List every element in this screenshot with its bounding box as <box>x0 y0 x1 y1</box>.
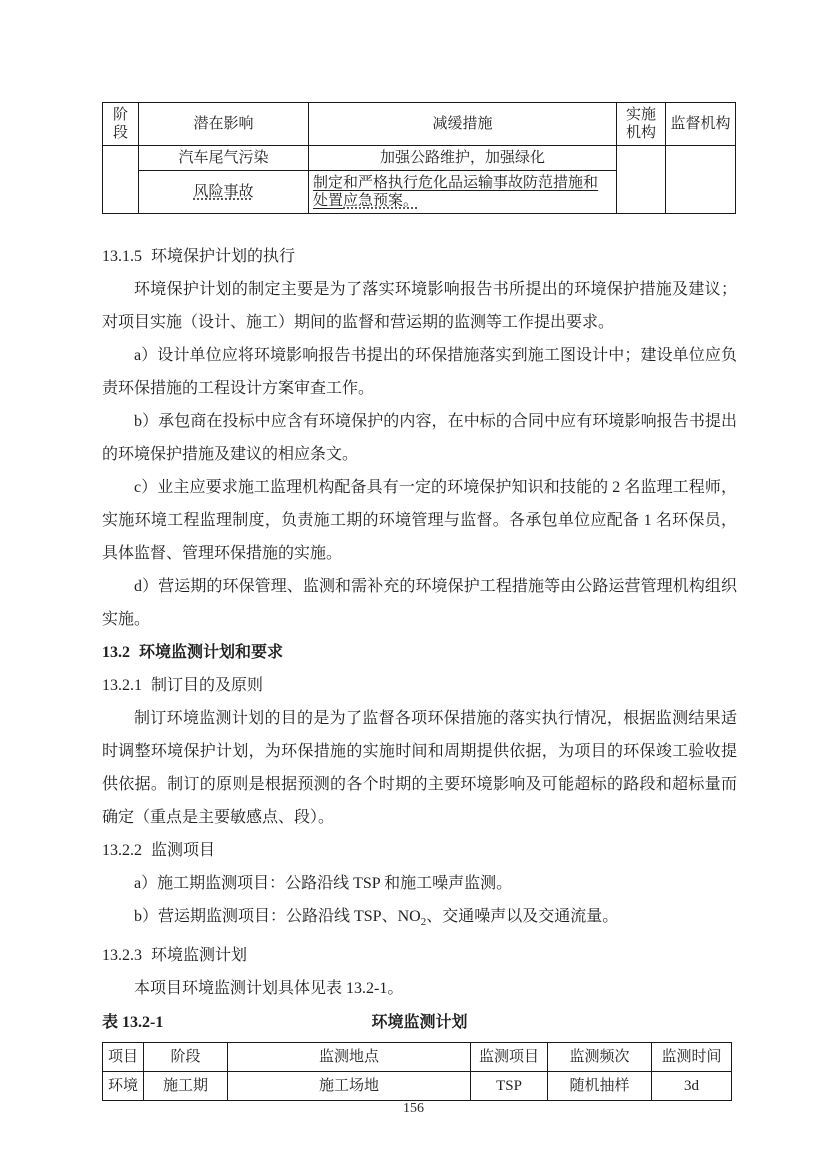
section-number: 13.2.1 <box>102 677 142 694</box>
section-heading-13-2 <box>102 636 737 669</box>
list-item-a2: a）施工期监测项目：公路沿线 TSP 和施工噪声监测。 <box>134 875 513 892</box>
table-row <box>103 1072 732 1101</box>
cell-measure <box>309 171 617 214</box>
header-phase: 阶段 <box>144 1043 228 1072</box>
table-caption <box>102 1008 737 1038</box>
header-supervisor: 监督机构 <box>666 103 736 146</box>
table-caption-title: 环境监测计划 <box>371 1014 468 1032</box>
header-implementer: 实施机构 <box>617 103 666 146</box>
header-measure: 减缓措施 <box>309 103 617 146</box>
cell-location: 施工场地 <box>228 1072 471 1101</box>
measure-text-tail: 应急预案。 <box>343 193 419 209</box>
section-title: 环境监测计划 <box>151 947 248 965</box>
table-caption-label: 表 13.2-1 <box>102 1014 164 1032</box>
header-location: 监测地点 <box>228 1043 471 1072</box>
page-content <box>102 102 737 1101</box>
no2-subscript: 2 <box>420 916 427 929</box>
cell-stage-empty <box>103 146 139 214</box>
section-title: 制订目的及原则 <box>151 677 264 694</box>
header-impact: 潜在影响 <box>139 103 309 146</box>
item-b2-text: b）营运期监测项目：公路沿线 TSP、NO <box>134 908 421 925</box>
paragraph-13-1-5-intro: 环境保护计划的制定主要是为了落实环境影响报告书所提出的环境保护措施及建议；对项目实施（设计、施工）期间的监督和营运期的监测等工作提出要求。 <box>102 281 737 331</box>
measure-text: 制定和严格执行危化品运输事故防范措施和处置 <box>313 175 599 209</box>
header-project: 项目 <box>103 1043 144 1072</box>
cell-phase: 施工期 <box>144 1072 228 1101</box>
section-number: 13.2 <box>102 644 130 661</box>
section-number: 13.2.2 <box>102 842 142 859</box>
top-margin <box>0 0 827 102</box>
section-title: 环境监测计划和要求 <box>139 644 284 661</box>
cell-measure: 加强公路维护，加强绿化 <box>309 146 617 171</box>
list-item-a: a）设计单位应将环境影响报告书提出的环保措施落实到施工图设计中；建设单位应负责环保措施的工程设计方案审查工作。 <box>102 347 737 397</box>
list-item-b2 <box>102 900 737 939</box>
section-title: 监测项目 <box>151 842 216 859</box>
cell-duration: 3d <box>652 1072 732 1101</box>
list-item-c: c）业主应要求施工监理机构配备具有一定的环境保护知识和技能的 2 名监理工程师，实施环境工程监理制度，负责施工期的环境管理与监督。各承包单位应配备 1 名环保员，具体监督、管理环保措施的实施。 <box>102 479 737 562</box>
section-heading-13-2-3 <box>102 939 737 972</box>
cell-implementer-empty <box>617 146 666 214</box>
header-frequency: 监测频次 <box>548 1043 652 1072</box>
header-duration: 监测时间 <box>652 1043 732 1072</box>
page-number: 156 <box>403 1101 424 1116</box>
table-header-row <box>103 103 736 146</box>
cell-frequency: 随机抽样 <box>548 1072 652 1101</box>
list-item-b: b）承包商在投标中应含有环境保护的内容，在中标的合同中应有环境影响报告书提出的环境保护措施及建议的相应条文。 <box>102 413 737 463</box>
paragraph-13-2-3: 本项目环境监测计划具体见表 13.2-1。 <box>134 980 404 998</box>
list-item-d: d）营运期的环保管理、监测和需补充的环境保护工程措施等由公路运营管理机构组织实施。 <box>102 578 737 628</box>
section-number: 13.2.3 <box>102 947 142 965</box>
section-title: 环境保护计划的执行 <box>151 248 296 265</box>
cell-supervisor-empty <box>666 146 736 214</box>
section-heading-13-2-1 <box>102 669 737 702</box>
cell-impact: 汽车尾气污染 <box>139 146 309 171</box>
mitigation-measures-table <box>102 102 736 214</box>
item-b2-text-tail: 、交通噪声以及交通流量。 <box>426 908 619 925</box>
paragraph-13-2-1: 制订环境监测计划的目的是为了监督各项环保措施的落实执行情况，根据监测结果适时调整环境保护计划，为环保措施的实施时间和周期提供依据，为项目的环保竣工验收提供依据。制订的原则是根据预测的各个时期的主要环境影响及可能超标的路段和超标量而确定（重点是主要敏感点、段）。 <box>102 710 737 826</box>
monitoring-plan-table <box>102 1042 732 1101</box>
header-item: 监测项目 <box>471 1043 548 1072</box>
risk-accident-label: 风险事故 <box>193 184 254 200</box>
cell-item: TSP <box>471 1072 548 1101</box>
section-number: 13.1.5 <box>102 248 142 265</box>
header-stage: 阶段 <box>103 103 139 146</box>
cell-impact <box>139 171 309 214</box>
cell-project: 环境 <box>103 1072 144 1101</box>
section-heading-13-2-2 <box>102 834 737 867</box>
section-heading-13-1-5 <box>102 240 737 273</box>
table-row <box>103 146 736 171</box>
table-header-row <box>103 1043 732 1072</box>
